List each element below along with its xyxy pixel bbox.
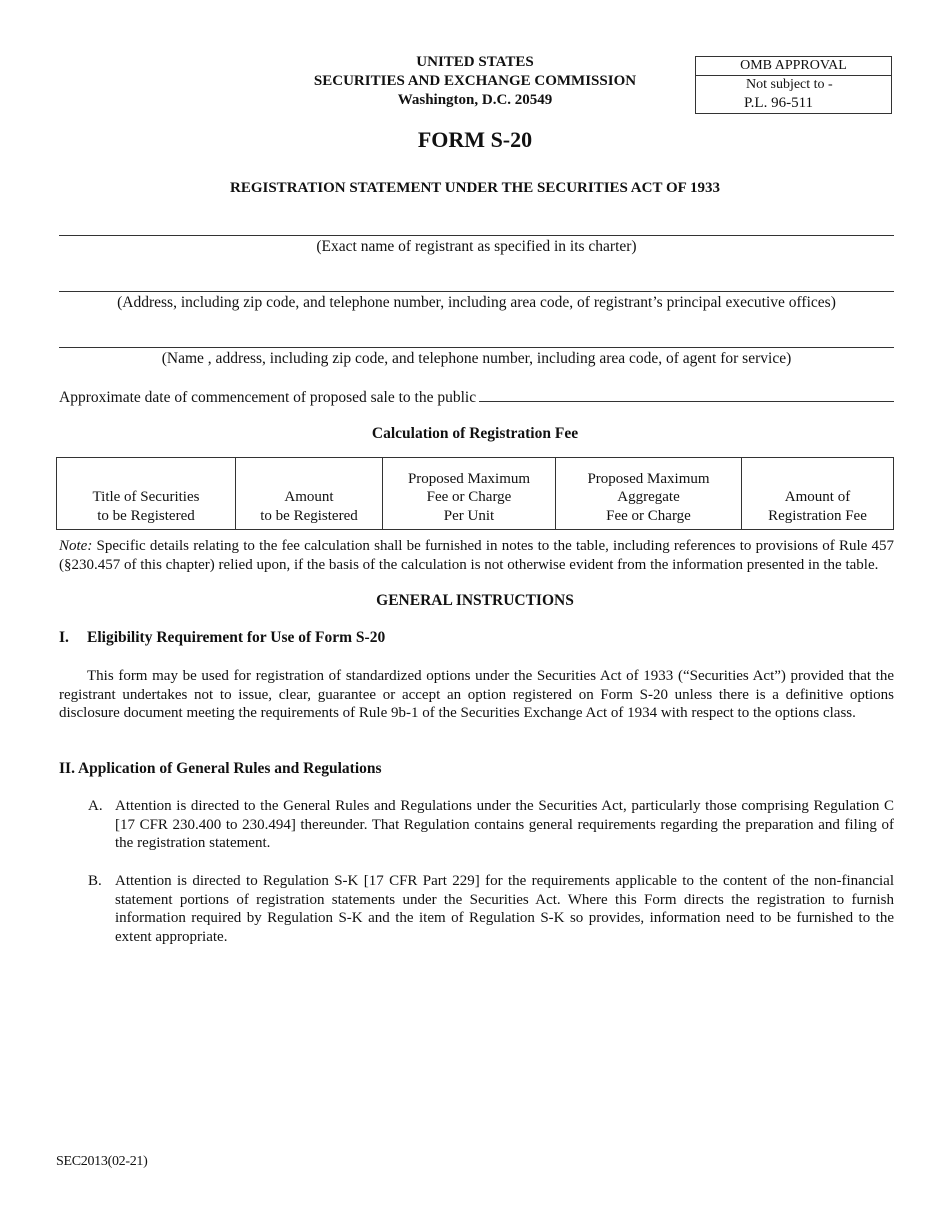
item-a-letter: A. <box>88 798 103 814</box>
agency-line-3: Washington, D.C. 20549 <box>397 92 553 108</box>
fee-col-amount: Amount to be Registered <box>236 458 383 530</box>
omb-line-1: Not subject to - <box>746 77 833 92</box>
agency-line-2: SECURITIES AND EXCHANGE COMMISSION <box>313 73 637 89</box>
section-2-heading: II. Application of General Rules and Regulations <box>59 760 382 777</box>
approx-date-label: Approximate date of commencement of proposed sale to the public <box>59 389 477 406</box>
agent-caption: (Name , address, including zip code, and telephone number, including area code, of agent for service) <box>161 350 792 367</box>
address-caption: (Address, including zip code, and telephone number, including area code, of registrant’s principal executive offices) <box>117 294 836 311</box>
fee-col-title: Title of Securities to be Registered <box>57 458 236 530</box>
fee-table <box>56 457 894 530</box>
form-footer-code: SEC2013(02-21) <box>56 1154 148 1169</box>
fee-note <box>59 537 894 574</box>
omb-line-2: P.L. 96-511 <box>744 95 814 111</box>
address-line[interactable] <box>59 291 894 292</box>
fee-table-header-row <box>57 458 894 530</box>
registrant-name-line[interactable] <box>59 235 894 236</box>
registration-title: REGISTRATION STATEMENT UNDER THE SECURITIES ACT OF 1933 <box>230 180 720 196</box>
omb-approval-title: OMB APPROVAL <box>696 57 891 76</box>
approx-date-row <box>59 387 894 407</box>
section-1-title: Eligibility Requirement for Use of Form S-20 <box>87 629 386 646</box>
item-b-letter: B. <box>88 873 102 889</box>
fee-note-text: Specific details relating to the fee calculation shall be furnished in notes to the table, including references to provisions of Rule 457 (§230.457 of this chapter) relied upon, if the basis of the calculation is not otherwise evident from the information presented in the table. <box>59 538 894 573</box>
fee-col-registration-fee: Amount of Registration Fee <box>742 458 894 530</box>
agency-header <box>270 53 680 110</box>
fee-calc-title: Calculation of Registration Fee <box>371 425 579 442</box>
fee-note-label: Note: <box>59 538 93 554</box>
section-1-number: I. <box>59 629 69 646</box>
approx-date-field[interactable] <box>479 387 894 402</box>
section-1-heading <box>59 629 385 647</box>
agent-line[interactable] <box>59 347 894 348</box>
general-instructions-title: GENERAL INSTRUCTIONS <box>376 592 574 609</box>
fee-col-max-aggregate: Proposed Maximum Aggregate Fee or Charge <box>556 458 742 530</box>
omb-approval-box <box>695 56 892 114</box>
fee-col-max-per-unit: Proposed Maximum Fee or Charge Per Unit <box>383 458 556 530</box>
section-2-item-b <box>88 872 894 946</box>
item-b-text: Attention is directed to Regulation S-K [17 CFR Part 229] for the requirements applicable to the content of the non-financial statement portions of registration statements under the Securities Act. Where this Form directs the registration to furnish information required by Regulation S-K and the item of Regulation S-K so provides, information need to be furnished to the extent appropriate. <box>115 873 894 945</box>
item-a-text: Attention is directed to the General Rules and Regulations under the Securities Act, particularly those comprising Regulation C [17 CFR 230.400 to 230.494] thereunder. That Regulation contains general requirements regarding the preparation and filing of the registration statement. <box>115 798 894 851</box>
section-2-item-a <box>88 797 894 853</box>
form-title: FORM S-20 <box>417 127 533 152</box>
registrant-name-caption: (Exact name of registrant as specified in its charter) <box>316 238 637 255</box>
agency-line-1: UNITED STATES <box>416 54 534 70</box>
section-1-paragraph: This form may be used for registration of standardized options under the Securities Act of 1933 (“Securities Act”) provided that the registrant undertakes not to issue, clear, guarantee or accept an option registered on Form S-20 unless there is a definitive options disclosure document meeting the requirements of Rule 9b-1 of the Securities Exchange Act of 1934 with respect to the options class. <box>59 668 894 721</box>
